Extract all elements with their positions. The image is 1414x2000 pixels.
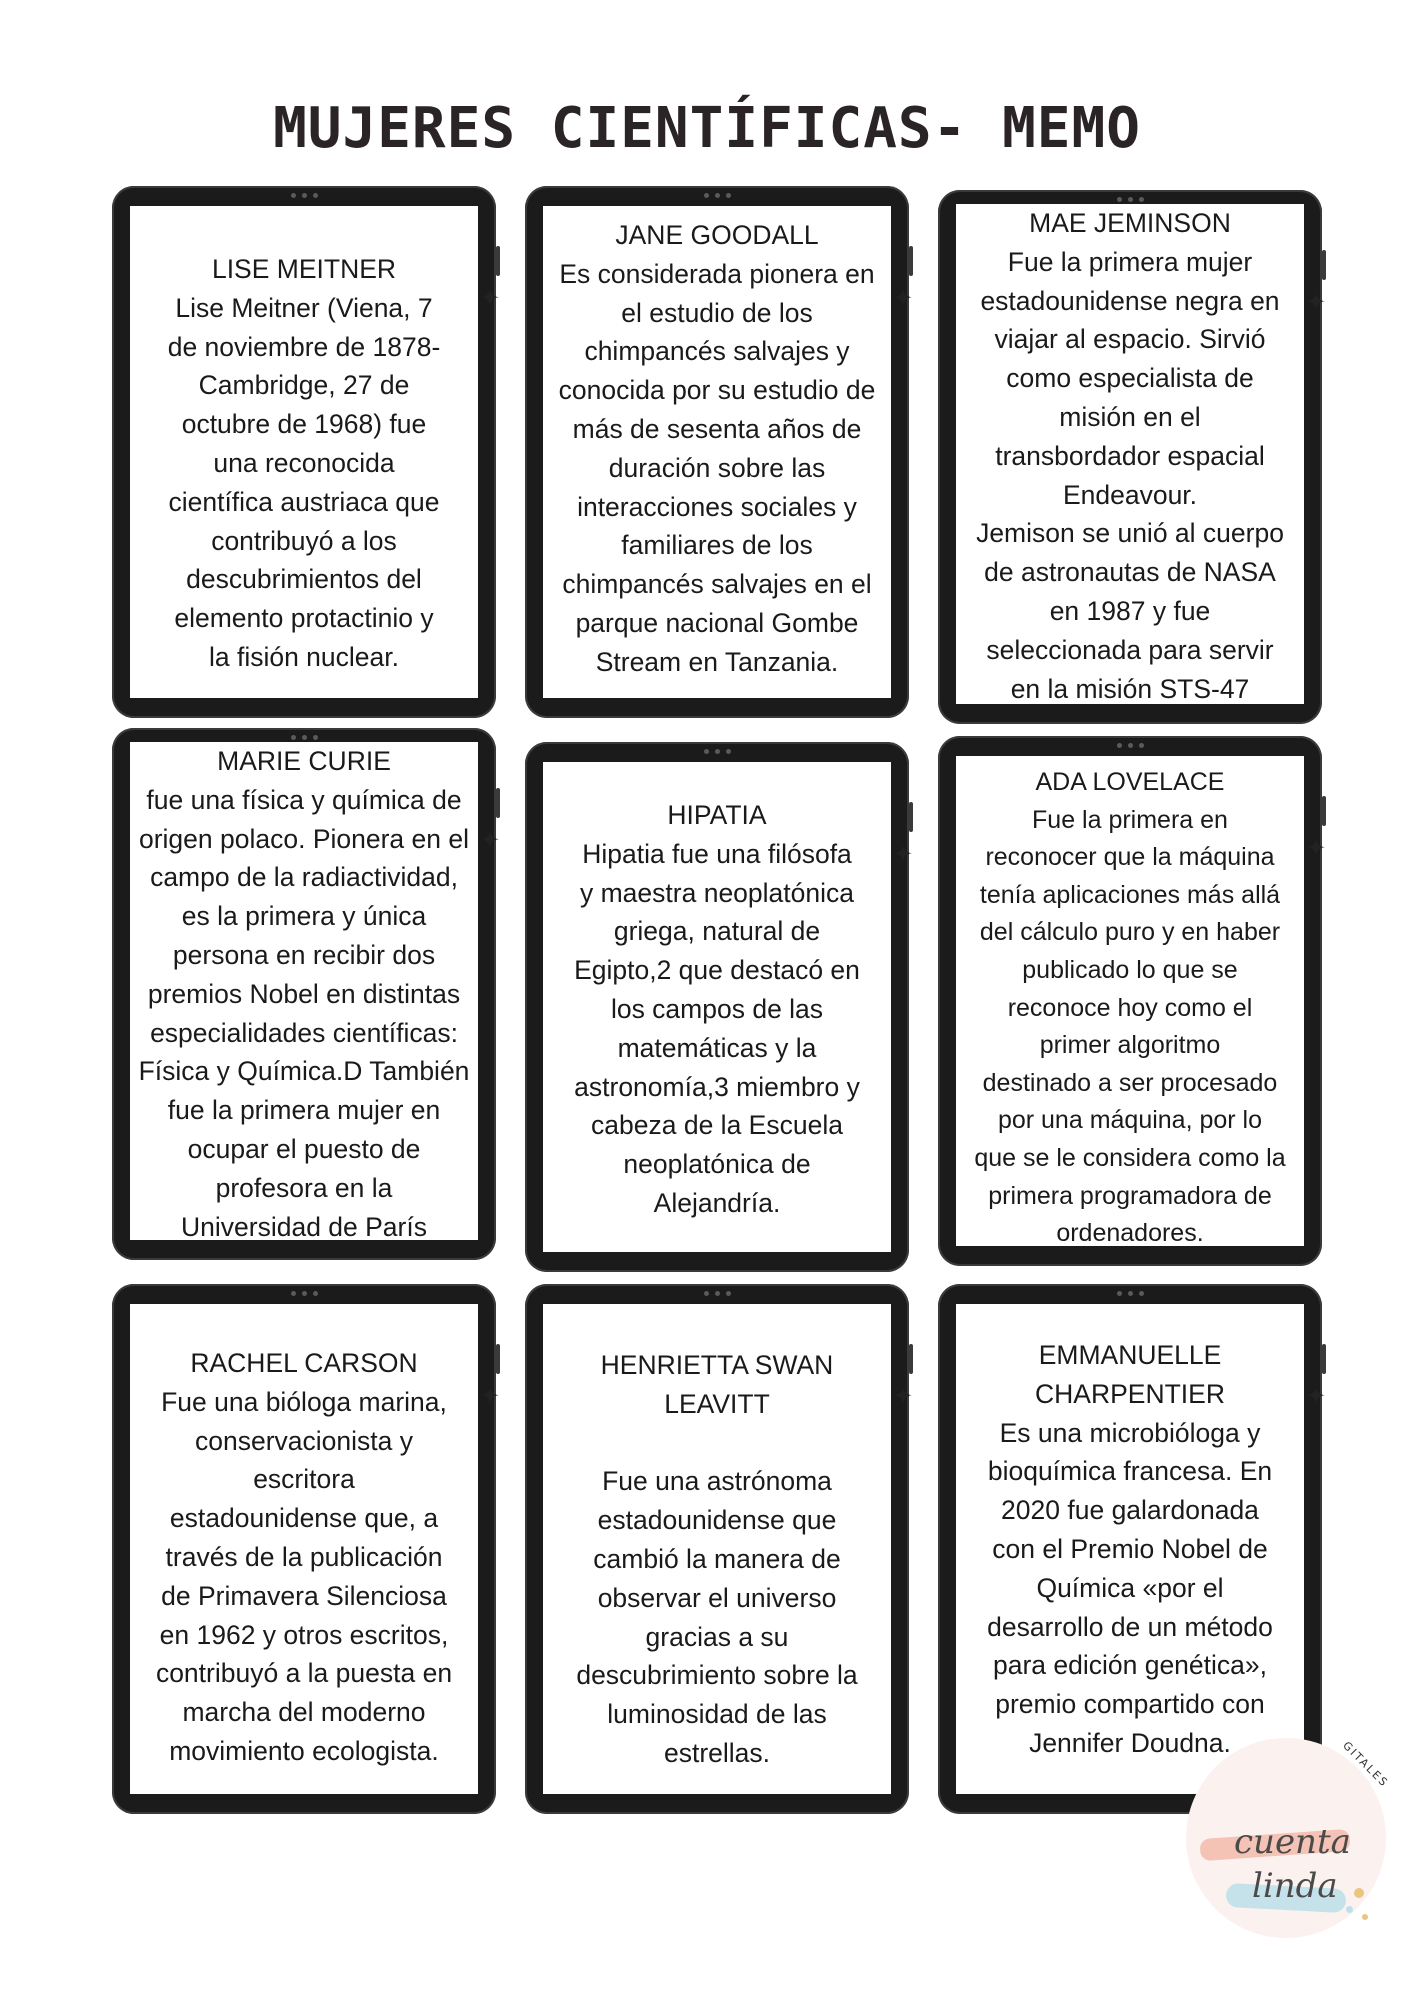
side-button: [909, 802, 913, 832]
sparkle-icon: ✦: [893, 1382, 914, 1410]
scientist-name: RACHEL CARSON: [190, 1348, 418, 1378]
scientist-name: MAE JEMINSON: [1029, 208, 1231, 238]
side-button: [496, 246, 500, 276]
sparkle-icon: ✦: [480, 826, 501, 854]
card-hipatia[interactable]: [525, 742, 914, 1272]
card-screen: [956, 204, 1304, 704]
scientist-description: Fue una bióloga marina, conservacionista y escritora estadounidense que, a través de la publicación de Primavera Silenciosa en 1962 y otros escritos, contribuyó a la puesta en marcha del moderno movimiento ecologista.: [155, 1386, 453, 1766]
card-screen: [130, 206, 478, 698]
card-jane-goodall[interactable]: [525, 186, 914, 718]
card-screen: [543, 1304, 891, 1794]
card-screen: [130, 742, 478, 1240]
card-emmanuelle-charpentier[interactable]: [938, 1284, 1327, 1814]
sparkle-icon: ✦: [1306, 834, 1327, 862]
page-title: MUJERES CIENTÍFICAS- MEMO: [273, 96, 1141, 161]
camera-icon: [286, 1290, 322, 1296]
side-button: [496, 1344, 500, 1374]
camera-icon: [699, 1290, 735, 1296]
camera-icon: [1112, 742, 1148, 748]
scientist-name: MARIE CURIE: [217, 746, 391, 776]
logo-dot: [1354, 1888, 1364, 1898]
card-mae-jeminson[interactable]: [938, 190, 1327, 724]
scientist-name: EMMANUELLE CHARPENTIER: [1035, 1340, 1225, 1409]
scientist-description: Hipatia fue una filósofa y maestra neoplatónica griega, natural de Egipto,2 que destacó en los campos de las matemáticas y la astronomía,3 miembro y cabeza de la Escuela neoplatónica de Alejandría.: [574, 838, 860, 1218]
scientist-description: fue una física y química de origen polaco. Pionera en el campo de la radiactividad, es la primera y única persona en recibir dos premios Nobel en distintas especialidades científicas: Física y Química.D También fue la primera mujer en ocupar el puesto de profesora en la Universidad de París: [138, 784, 470, 1240]
card-screen: [956, 756, 1304, 1246]
scientist-name: JANE GOODALL: [615, 220, 819, 250]
card-screen: [543, 206, 891, 698]
card-screen: [130, 1304, 478, 1794]
logo-dot: [1362, 1914, 1368, 1920]
side-button: [909, 246, 913, 276]
side-button: [909, 1344, 913, 1374]
card-screen: [543, 762, 891, 1252]
sparkle-icon: ✦: [480, 1382, 501, 1410]
camera-icon: [1112, 196, 1148, 202]
sparkle-icon: ✦: [893, 284, 914, 312]
side-button: [496, 788, 500, 818]
logo-dot: [1346, 1906, 1353, 1913]
card-lise-meitner[interactable]: [112, 186, 501, 718]
card-ada-lovelace[interactable]: [938, 736, 1327, 1266]
scientist-description: Fue la primera mujer estadounidense negra en viajar al espacio. Sirvió como especialista de misión en el transbordador espacial Endeavour. Jemison se unió al cuerpo de astronautas de NASA en 1987 y fue seleccionada para servir en la misión STS-47: [976, 246, 1284, 704]
scientist-description: Fue la primera en reconocer que la máquina tenía aplicaciones más allá del cálculo puro y en haber publicado lo que se reconoce hoy como el primer algoritmo destinado a ser procesado por una máquina, por lo que se le considera como la primera programadora de ordenadores.: [974, 805, 1286, 1246]
scientist-name: HENRIETTA SWAN LEAVITT: [600, 1350, 834, 1419]
card-screen: [956, 1304, 1304, 1794]
scientist-description: Fue una astrónoma estadounidense que cambió la manera de observar el universo gracias a su descubrimiento sobre la luminosidad de las estrellas.: [576, 1466, 858, 1768]
scientist-name: ADA LOVELACE: [1035, 768, 1225, 796]
card-rachel-carson[interactable]: [112, 1284, 501, 1814]
cuenta-linda-logo: [1186, 1738, 1392, 1938]
camera-icon: [699, 192, 735, 198]
logo-arc-text: GITALES: [1340, 1738, 1392, 1791]
sparkle-icon: ✦: [1306, 1382, 1327, 1410]
logo-text-line2: linda: [1252, 1866, 1338, 1906]
sparkle-icon: ✦: [1306, 288, 1327, 316]
camera-icon: [699, 748, 735, 754]
side-button: [1322, 796, 1326, 826]
scientist-description: Lise Meitner (Viena, 7 de noviembre de 1878- Cambridge, 27 de octubre de 1968) fue una reconocida científica austriaca que contribuyó a los descubrimientos del elemento protactinio y la fisión nuclear.: [167, 292, 441, 672]
card-marie-curie[interactable]: [112, 728, 501, 1260]
card-henrietta-swan-leavitt[interactable]: [525, 1284, 914, 1814]
logo-text-line1: cuenta: [1234, 1822, 1351, 1862]
scientist-name: LISE MEITNER: [211, 254, 397, 284]
camera-icon: [286, 192, 322, 198]
camera-icon: [1112, 1290, 1148, 1296]
scientist-name: HIPATIA: [667, 800, 767, 830]
sparkle-icon: ✦: [480, 284, 501, 312]
side-button: [1322, 250, 1326, 280]
sparkle-icon: ✦: [893, 840, 914, 868]
scientist-description: Es considerada pionera en el estudio de los chimpancés salvajes y conocida por su estudio de más de sesenta años de duración sobre las interacciones sociales y familiares de los chimpancés salvajes en el parque nacional Gombe Stream en Tanzania.: [558, 258, 876, 677]
scientist-description: Es una microbióloga y bioquímica francesa. En 2020 fue galardonada con el Premio Nobel de Química «por el desarrollo de un método para edición genética», premio compartido con Jennifer Doudna.: [987, 1417, 1273, 1758]
camera-icon: [286, 734, 322, 740]
side-button: [1322, 1344, 1326, 1374]
